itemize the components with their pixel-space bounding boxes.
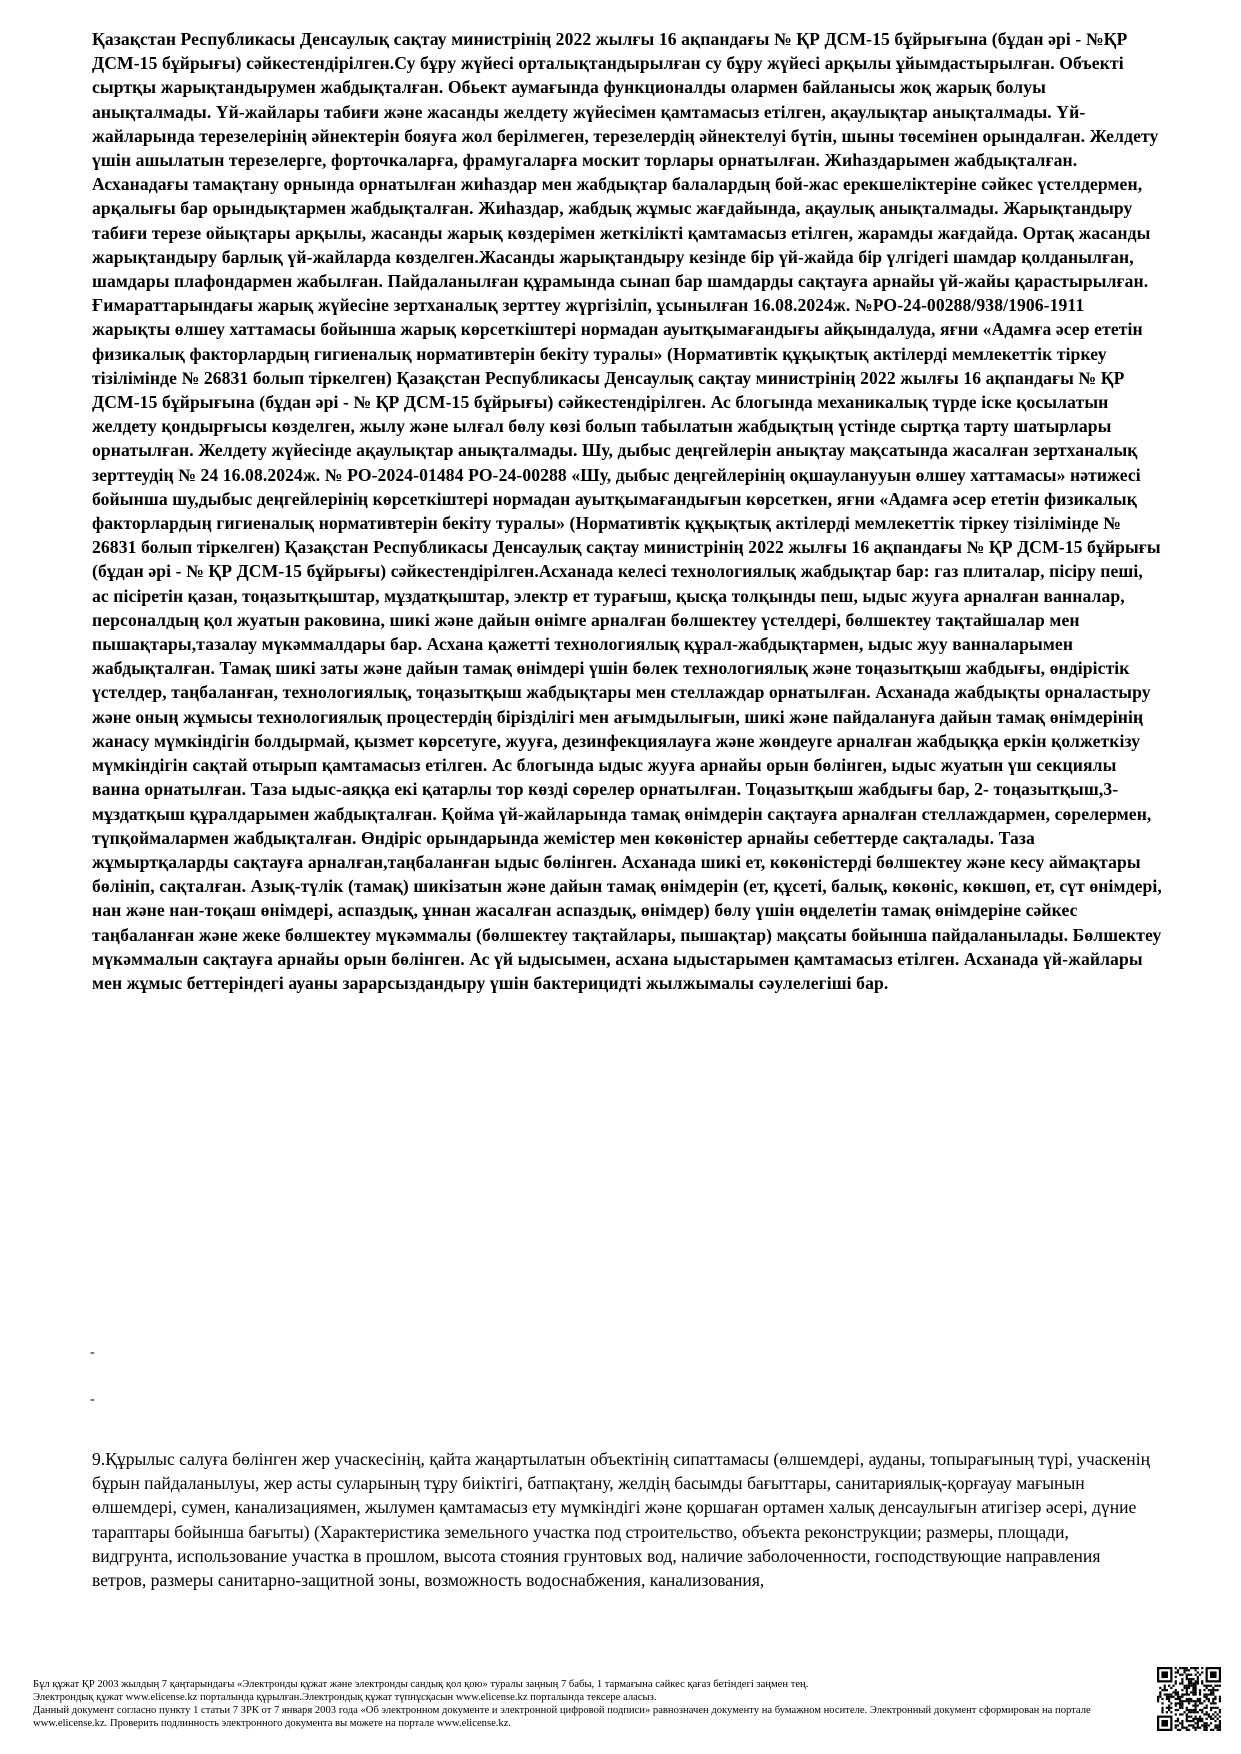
footer-disclaimer	[33, 1678, 1133, 1730]
qr-code-icon	[1157, 1667, 1221, 1731]
footer-line: Бұл құжат ҚР 2003 жылдың 7 қаңтарындағы «Электронды құжат және электронды сандық қол қою» туралы заңның 7 бабы, 1 тармағына сәйкес қағаз бетіндегі заңмен тең.	[33, 1679, 809, 1690]
footer-line: Электрондық құжат www.elicense.kz порталында құрылған.Электрондық құжат түпнұсқасын www.elicense.kz порталында тексере аласыз.	[33, 1692, 657, 1703]
footer-line: Данный документ согласно пункту 1 статьи 7 ЗРК от 7 января 2003 года «Об электронном документе и электронной цифровой подписи» равнозначен документу на бумажном носителе. Электронный документ сформирован на портале www.elicense.kz. Проверить подлинность электронного документа вы можете на портале www.elicense.kz.	[33, 1705, 1091, 1729]
dash-marker: -	[90, 1345, 95, 1360]
section-9-paragraph: 9.Құрылыс салуға бөлінген жер учаскесінің, қайта жаңартылатын объектінің сипаттамасы (өлшемдері, ауданы, топырағының түрі, учаскенің бұрын пайдаланылуы, жер асты суларының тұру биіктігі, батпақтану, желдің басымды бағыттары, санитариялық-қорғауау мағынын өлшемдері, сумен, канализациямен, жылумен қамтамасыз ету мүмкіндігі және қоршаған ортамен халық денсаулығын атигізер әсері, дүние тараптары бойынша бағыты) (Характеристика земельного участка под строительство, объекта реконструкции; размеры, площади, видгрунта, использование участка в прошлом, высота стояния грунтовых вод, наличие заболоченности, господствующие направления ветров, размеры санитарно-защитной зоны, возможность водоснабжения, канализования,	[92, 1449, 1151, 1591]
main-paragraph: Қазақстан Республикасы Денсаулық сақтау министрінің 2022 жылғы 16 ақпандағы № ҚР ДСМ-15 бұйрығына (бұдан әрі - №ҚР ДСМ-15 бұйрығы) сәйкестендірілген.Су бұру жүйесі орталықтандырылған су бұру жүйесі арқылы ұйымдастырылған. Объекті сыртқы жарықтандырумен жабдықталған. Обьект аумағында функционалды олармен байланысы жоқ жарық болуы анықталмады. Үй-жайлары табиғи және жасанды желдету жүйесімен қамтамасыз етілген, ақаулықтар анықталмады. Үй-жайларында терезелерінің әйнектерін бояуға жол берілмеген, терезелердің әйнектелуі бүтін, шыны төсемінен орындалған. Желдету үшін ашылатын терезелерге, форточкаларға, фрамугаларға москит торлары орнатылған. Жиһаздарымен жабдықталған. Асханадағы тамақтану орнында орнатылған жиһаздар мен жабдықтар балалардың бой-жас ерекшеліктеріне сәйкес үстелдермен, арқалығы бар орындықтармен жабдықталған. Жиһаздар, жабдық жұмыс жағдайында, ақаулық анықталмады. Жарықтандыру табиғи терезе ойықтары арқылы, жасанды жарық көздерімен жеткілікті қамтамасыз етілген, жарамды жағдайда. Ортақ жасанды жарықтандыру барлық үй-жайларда көзделген.Жасанды жарықтандыру кезінде бір үй-жайда бір үлгідегі шамдар қолданылған, шамдары плафондармен жабылған. Пайдаланылған құрамында сынап бар шамдарды сақтауға арнайы үй-жайы қарастырылған. Ғимараттарындағы жарық жүйесіне зертханалық зерттеу жүргізіліп, ұсынылған 16.08.2024ж. №РО-24-00288/938/1906-1911 жарықты өлшеу хаттамасы бойынша жарық көрсеткіштері нормадан ауытқымағандығы айқындалуда, яғни «Адамға әсер ететін физикалық факторлардың гигиеналық нормативтерін бекіту туралы» (Нормативтік құқықтық актілерді мемлекеттік тіркеу тізілімінде № 26831 болып тіркелген) Қазақстан Республикасы Денсаулық сақтау министрінің 2022 жылғы 16 ақпандағы № ҚР ДСМ-15 бұйрығына (бұдан әрі - № ҚР ДСМ-15 бұйрығы) сәйкестендірілген. Ас блогында механикалық түрде іске қосылатын желдету қондырғысы көзделген, жылу және ылғал бөлу көзі болып табылатын жабдықтың үстінде сыртқа тарту шатырлары орнатылған. Желдету жүйесінде ақаулықтар анықталмады. Шу, дыбыс деңгейлерін анықтау мақсатында жасалған зертханалық зерттеудің № 24 16.08.2024ж. № РО-2024-01484 РО-24-00288 «Шу, дыбыс деңгейлерінің оқшауланууын өлшеу хаттамасы» нәтижесі бойынша шу,дыбыс деңгейлерінің көрсеткіштері нормадан ауытқымағандығын көрсеткен, яғни «Адамға әсер ететін физикалық факторлардың гигиеналық нормативтерін бекіту туралы» (Нормативтік құқықтық актілерді мемлекеттік тіркеу тізілімінде № 26831 болып тіркелген) Қазақстан Республикасы Денсаулық сақтау министрінің 2022 жылғы 16 ақпандағы № ҚР ДСМ-15 бұйрығы (бұдан әрі - № ҚР ДСМ-15 бұйрығы) сәйкестендірілген.Асханада келесі технологиялық жабдықтар бар: газ плиталар, пісіру пеші, ас пісіретін қазан, тоңазытқыштар, мұздатқыштар, электр ет турағыш, қысқа толқынды пеш, ыдыс жууға арналған ванналар, персоналдың қол жуатын раковина, шикі және дайын өнімге арналған бөлшектеу үстелдері, бөлшектеу тақтайшалар мен пышақтары,тазалау мүкәммалдары бар. Асхана қажетті технологиялық құрал-жабдықтармен, ыдыс жуу ванналарымен жабдықталған. Тамақ шикі заты және дайын тамақ өнімдері үшін бөлек технологиялық және тоңазытқыш жабдығы, өндірістік үстелдер, таңбаланған, технологиялық, тоңазытқыш жабдықтары мен стеллаждар орнатылған. Асханада жабдықты орналастыру және оның жұмысы технологиялық процестердің бірізділігі мен ағымдылығын, шикі және пайдалануға дайын тамақ өнімдерінің жанасу мүмкіндігін болдырмай, қызмет көрсетуге, жууға, дезинфекциялауға және жөндеуге арналған жабдыққа еркін қолжеткізу мүмкіндігін сақтай отырып қамтамасыз етілген. Ас блогында ыдыс жууға арнайы орын бөлінген, ыдыс жуатын үш секциялы ванна орнатылған. Таза ыдыс-аяққа екі қатарлы тор көзді сөрелер орнатылған. Тоңазытқыш жабдығы бар, 2- тоңазытқыш,3-мұздатқыш құралдарымен жабдықталған. Қойма үй-жайларында тамақ өнімдерін сақтауға арналған стеллаждармен, сөрелермен, түпқоймалармен жабдықталған. Өндіріс орындарында жемістер мен көкөністер арнайы себеттерде сақталады. Таза жұмыртқаларды сақтауға арналған,таңбаланған ыдыс бөлінген. Асханада шикі ет, көкөністерді бөлшектеу және кесу аймақтары бөлініп, сақталған. Азық-түлік (тамақ) шикізатын және дайын тамақ өнімдерін (ет, құсеті, балық, көкөніс, көкшөп, ет, сүт өнімдері, нан және нан-тоқаш өнімдері, аспаздық, ұннан жасалған аспаздық, өнімдер) бөлу үшін өңделетін тамақ өнімдеріне сәйкес таңбаланған және жеке бөлшектеу мүкәммалы (бөлшектеу тақтайлары, пышақтар) мақсаты бойынша пайдаланылады. Бөлшектеу мүкәммалын сақтауға арнайы орын бөлінген. Ас үй ыдысымен, асхана ыдыстарымен қамтамасыз етілген. Асханада үй-жайлары мен жұмыс беттеріндегі ауаны зарарсыздандыру үшін бактерицидті жылжымалы сәулелегіші бар.	[92, 29, 1162, 993]
dash-marker: -	[90, 1392, 95, 1407]
